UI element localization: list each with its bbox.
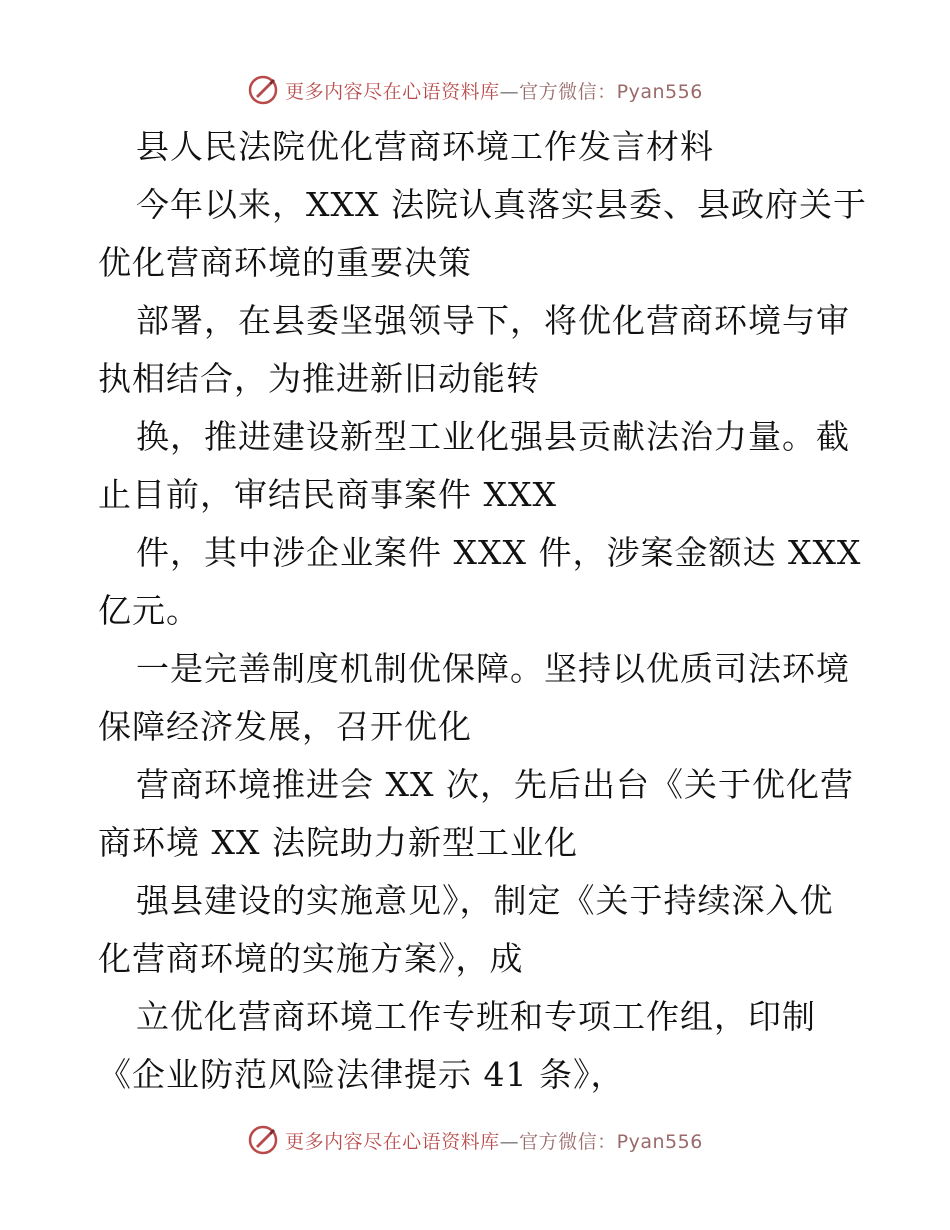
text-line: 一是完善制度机制优保障。坚持以优质司法环境 xyxy=(136,649,850,688)
brand-logo-icon xyxy=(247,1124,279,1156)
text-line: 优化营商环境的重要决策 xyxy=(98,243,472,282)
text-line: 换，推进建设新型工业化强县贡献法治力量。截 xyxy=(136,417,850,456)
text-line: 今年以来，XXX 法院认真落实县委、县政府关于 xyxy=(136,185,867,224)
footer-watermark xyxy=(0,1120,950,1160)
text-line: 化营商环境的实施方案》，成 xyxy=(98,939,524,978)
text-line: 商环境 XX 法院助力新型工业化 xyxy=(98,823,578,862)
brand-logo-icon xyxy=(247,74,279,106)
text-line: 执相结合，为推进新旧动能转 xyxy=(98,359,540,398)
text-line: 营商环境推进会 XX 次，先后出台《关于优化营 xyxy=(136,765,854,804)
text-line: 立优化营商环境工作专班和专项工作组，印制 xyxy=(136,997,816,1036)
text-line: 县人民法院优化营商环境工作发言材料 xyxy=(136,127,714,166)
text-line: 亿元。 xyxy=(98,591,200,630)
text-line: 部署，在县委坚强领导下，将优化营商环境与审 xyxy=(136,301,850,340)
text-line: 《企业防范风险法律提示 41 条》， xyxy=(98,1055,625,1094)
watermark-text: 更多内容尽在心语资料库—官方微信：Pyan556 xyxy=(285,80,703,103)
watermark-text: 更多内容尽在心语资料库—官方微信：Pyan556 xyxy=(285,1130,703,1153)
text-line: 件，其中涉企业案件 XXX 件，涉案金额达 XXX xyxy=(136,533,862,572)
text-line: 止目前，审结民商事案件 XXX xyxy=(98,475,557,514)
header-watermark xyxy=(0,70,950,110)
document-body xyxy=(98,118,867,1104)
text-line: 保障经济发展，召开优化 xyxy=(98,707,472,746)
text-line: 强县建设的实施意见》，制定《关于持续深入优 xyxy=(136,881,834,920)
